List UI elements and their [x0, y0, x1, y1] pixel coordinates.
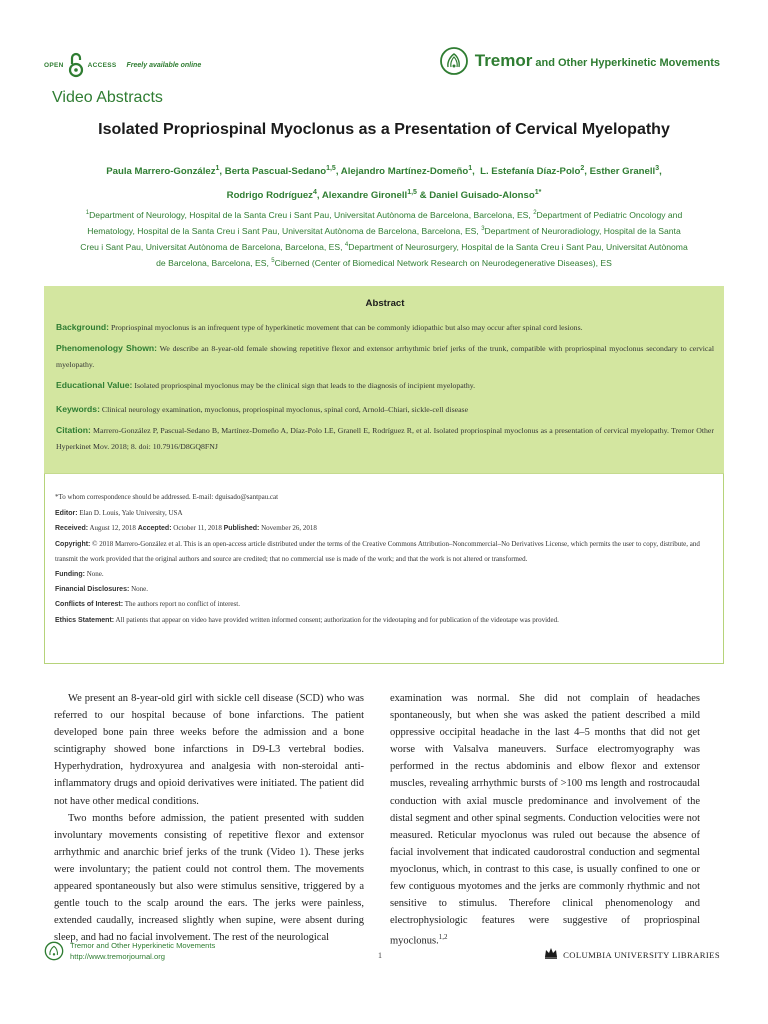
author-sup: 1,5 — [407, 189, 417, 197]
affil-sup: 3 — [481, 226, 485, 233]
disclosures-label: Financial Disclosures: — [55, 586, 130, 594]
abstract-citation — [56, 422, 714, 456]
affil-sup: 5 — [271, 258, 275, 265]
article-info-box — [44, 474, 724, 664]
affil-sup: 1 — [85, 210, 90, 216]
body-column-left — [54, 690, 364, 946]
author-name: Daniel Guisado-Alonso — [429, 190, 535, 202]
author-name: Berta Pascual-Sedano — [224, 166, 327, 178]
editor-label: Editor: — [55, 510, 78, 518]
author-sup: 1 — [215, 165, 220, 172]
body-paragraph — [390, 690, 700, 950]
disclosures-line — [55, 582, 713, 597]
conflicts-value: The authors report no conflict of interest. — [124, 600, 240, 609]
footer-journal — [44, 940, 215, 962]
affiliation: Department of Neurosurgery, Hospital de la Santa Creu i Sant Pau, Universitat Autònoma de Barcelona, Barcelona, ES, — [156, 241, 688, 269]
affiliation: Department of Neurology, Hospital de la Santa Creu i Sant Pau, Universitat Autònoma de Barcelona, Barcelona, ES, — [89, 209, 531, 220]
body-paragraph: Two months before admission, the patient presented with sudden involuntary movements consisting of repetitive flexor and extensor arrhythmic and anarchic brief jerks of the trunk (Video 1). These jerks were involuntary; the patient could not control them. The movements appeared spontaneously but also were stimulus sensitive, triggered by a gentle touch to the scalp around the ears. The jerks were painless, extended caudally, increased slightly when supine, were absent during sleep, and had no facial involvement. The rest of the neurological — [54, 812, 364, 944]
copyright-value: © 2018 Marrero-González et al. This is an open-access article distributed under the terms of the Creative Commons Attribution–Noncommercial–No Derivatives License, which permits the user to copy, distribute, and transmit the work provided that the original authors and source are credited; that no commercial use is made of the work; and that the work is not altered or transformed. — [55, 539, 700, 563]
received-value: August 12, 2018 — [89, 524, 136, 533]
crown-icon — [544, 946, 558, 964]
copyright-line — [55, 537, 713, 567]
editor-value: Elan D. Louis, Yale University, USA — [79, 509, 183, 518]
tremor-logo-icon — [44, 941, 64, 961]
phenomenology-label: Phenomenology Shown: — [56, 342, 158, 353]
abstract-educational — [56, 377, 714, 395]
author-name: Paula Marrero-González — [106, 166, 216, 178]
page-number: 1 — [378, 951, 382, 960]
author-line-2: Rodrigo Rodríguez$^4$, Alexandre Gironell$^{1,5}$ & Daniel Guisado-Alonso$^{1*}$ — [226, 189, 542, 202]
correspondence: *To whom correspondence should be addressed. E-mail: dguisado@santpau.cat — [55, 493, 279, 501]
section-heading: Video Abstracts — [52, 89, 163, 106]
abstract-box — [44, 286, 724, 474]
author-sup: 1* — [534, 189, 542, 197]
affiliation: Ciberned (Center of Biomedical Network Research on Neurodegenerative Diseases), ES — [274, 258, 612, 269]
author-name: Esther Granell — [589, 166, 656, 178]
author-name: Rodrigo Rodríguez — [226, 190, 313, 202]
conflicts-line — [55, 597, 713, 612]
editor-line — [55, 506, 713, 521]
ethics-value: All patients that appear on video have provided written informed consent; authorization for the videotaping and for publication of the videotape was provided. — [115, 615, 559, 624]
ethics-label: Ethics Statement: — [55, 616, 115, 624]
funding-label: Funding: — [55, 571, 85, 579]
author-line-1: Paula Marrero-González$^1$, Berta Pascual-Sedano$^{1,5}$, Alejandro Martínez-Domeño$^1$, L. Estefanía Díaz-Polo$^2$, Esther Granell$^3$, — [106, 165, 662, 178]
copyright-label: Copyright: — [55, 540, 91, 548]
keywords-label: Keywords: — [56, 404, 100, 414]
background-text: Propriospinal myoclonus is an infrequent type of hyperkinetic movement that can be commonly idiopathic but also may occur after spinal cord lesions. — [110, 323, 583, 332]
keywords-text: Clinical neurology examination, myoclonus, propriospinal myoclonus, spinal cord, Arnold–Chiari, sickle-cell disease — [101, 405, 469, 414]
free-online-label: Freely available online — [126, 61, 202, 69]
citation-text: Marrero-González P, Pascual-Sedano B, Martínez-Domeño A, Díaz-Polo LE, Granell E, Rodríguez R, et al. Isolated propriospinal myoclonus as a presentation of cervical myelopathy. Tremor Other Hyperkinet Mov. 2018; 8. doi: 10.7916/D8GQ8FNJ — [56, 425, 714, 451]
author-name: Alejandro Martínez-Domeño — [340, 166, 469, 178]
background-label: Background: — [56, 322, 109, 332]
received-label: Received: — [55, 525, 89, 533]
affiliation: Department of Neuroradiology, Hospital de la Santa Creu i Sant Pau, Universitat Autònoma de Barcelona, Barcelona, ES, — [80, 225, 681, 252]
abstract-phenomenology — [56, 340, 714, 374]
ethics-line — [55, 613, 713, 628]
open-lock-icon — [68, 52, 84, 78]
body-paragraph-text: examination was normal. She did not complain of headaches spontaneously, but when she was asked the patient described a mild oppressive occipital headache in the last 4–5 months that did not get worse with Valsalva maneuvers. Surface electromyography was performed in the rectus abdominis and elbow flexor and extensor muscles, revealing arrhythmic bursts of >100 ms length and rostrocaudal conduction with axial muscle predominance and involvement of the distal segment and other spinal segments. Conduction velocities were not measured. Reticular myoclonus was ruled out because the absence of facial involvement that indicated caudorostral conduction and segmental myoclonus, which, in contrast to this case, is usually confined to one or few contiguous myotomes and the jerks are commonly rhythmic and not sensitive to stimulus. Therefore clinical phenomenology and electrophysiologic features were suggestive of propriospinal myoclonus. — [390, 693, 700, 947]
accepted-label: Accepted: — [137, 525, 172, 533]
author-sup: 3 — [655, 165, 660, 172]
author-name: L. Estefanía Díaz-Polo — [480, 166, 581, 178]
author-list — [60, 158, 708, 206]
body-paragraph: We present an 8-year-old girl with sickle cell disease (SCD) who was referred to our hospital because of bone infarctions. The patient developed bone pain three weeks before the admission and a bone scintigraphy showed bone infarctions in D9-L3 vertebral bodies. Hyperhydration, hydroxyurea and analgesia with non-steroidal anti-inflammatory drugs and opioid derivatives were initiated. The patient did not have other medical conditions. — [54, 693, 364, 807]
conflicts-label: Conflicts of Interest: — [55, 601, 124, 609]
abstract-background — [56, 319, 714, 337]
dates-line — [55, 521, 713, 536]
open-access-badge — [44, 52, 201, 78]
affil-sup: 2 — [533, 210, 537, 216]
published-value: November 26, 2018 — [261, 524, 317, 533]
published-label: Published: — [223, 525, 260, 533]
disclosures-value: None. — [131, 585, 148, 594]
affiliation: Department of Pediatric Oncology and Hematology, Hospital de la Santa Creu i Sant Pau, Universitat Autònoma de Barcelona, Barcelona, ES, — [87, 209, 683, 236]
article-title: Isolated Propriospinal Myoclonus as a Presentation of Cervical Myelopathy — [98, 121, 670, 138]
affil-sup: 4 — [344, 242, 349, 249]
author-sup: 4 — [312, 189, 317, 197]
journal-brand — [439, 44, 720, 78]
footer-journal-name: Tremor and Other Hyperkinetic Movements — [70, 941, 216, 950]
footer-library — [544, 946, 720, 964]
library-name: COLUMBIA UNIVERSITY LIBRARIES — [563, 950, 720, 960]
author-sup: 1 — [468, 165, 473, 172]
abstract-heading: Abstract — [365, 298, 405, 309]
open-label: OPEN — [44, 61, 64, 69]
funding-value: None. — [86, 570, 104, 579]
funding-line — [55, 567, 713, 582]
educational-label: Educational Value: — [56, 379, 133, 390]
author-sup: 1,5 — [326, 165, 336, 172]
access-label: ACCESS — [87, 61, 117, 69]
footer-url-link[interactable]: http://www.tremorjournal.org — [70, 952, 165, 961]
accepted-value: October 11, 2018 — [173, 524, 222, 533]
brand-subtitle: and Other Hyperkinetic Movements — [535, 57, 720, 69]
tremor-logo-icon — [439, 46, 469, 76]
citation-label: Citation: — [56, 424, 91, 435]
body-column-right — [390, 690, 700, 950]
educational-text: Isolated propriospinal myoclonus may be the clinical sign that leads to the diagnosis of incipient myelopathy. — [134, 380, 476, 390]
author-name: Alexandre Gironell — [321, 190, 408, 202]
phenomenology-text: We describe an 8-year-old female showing repetitive flexor and extensor arrhythmic brief jerks of the trunk, compatible with propriospinal myoclonus secondary to cervical myelopathy. — [56, 343, 714, 369]
author-sup: 2 — [580, 165, 585, 172]
abstract-keywords — [56, 401, 714, 419]
affiliations — [80, 206, 688, 270]
reference-sup: 1,2 — [438, 933, 448, 942]
brand-name: Tremor — [474, 51, 533, 70]
